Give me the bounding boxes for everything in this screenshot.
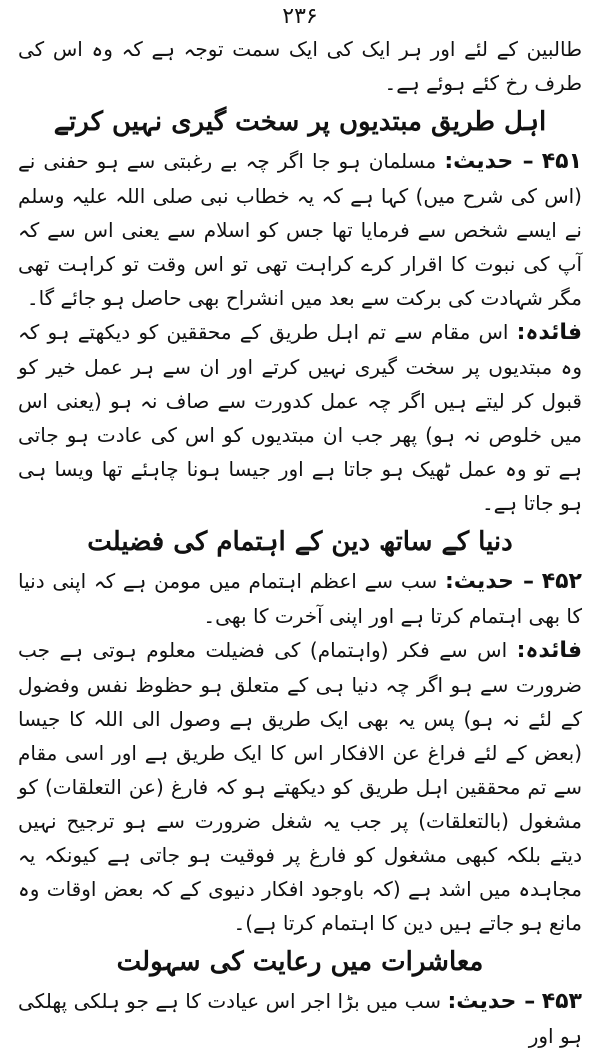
hadith-number: ۴۵۳ [541,989,582,1014]
hadith-number: ۴۵۲ [541,569,582,594]
faida-label: فائدہ: [516,638,582,663]
section-heading: اہل طریق مبتدیوں پر سخت گیری نہیں کرتے [53,107,547,137]
hadith-label-text: حدیث: [447,989,517,1014]
faida-paragraph [18,315,582,520]
faida-text: اس سے فکر (واہتمام) کی فضیلت معلوم ہوتی ہے جب ضرورت سے ہو اگر چہ دنیا ہی کے متعلق ہو حظوظ نفس وفضول کے لئے نہ ہو) پس یہ بھی ایک طریق ہے وصول الی اللہ کا جیسا (بعض کے لئے فراغ عن الافکار اس کا ایک طریق ہے اور اسی مقام سے تم محققین اہل طریق کو دیکھتے ہو کہ فارغ (عن التعلقات) کو مشغول (بالتعلقات) پر جب یہ شغل ضرورت سے ہو ترجیح نہیں دیتے بلکہ کبھی مشغول کو فارغ پر فوقیت ہو جاتی ہے کیونکہ یہ مجاہدہ میں اشد ہے (کہ باوجود افکار دنیوی کے کہ بعض اوقات وہ مانع ہو جاتے ہیں دین کا اہتمام کرتا ہے)۔ [18,638,582,935]
hadith-text: سب میں بڑا اجر اس عیادت کا ہے جو ہلکی پھلکی ہو اور [18,989,582,1048]
hadith-paragraph [18,144,582,315]
hadith-text: سب سے اعظم اہتمام میں مومن ہے کہ اپنی دنیا کا بھی اہتمام کرتا ہے اور اپنی آخرت کا بھی۔ [18,569,582,628]
section-451 [18,100,582,520]
faida-label: فائدہ: [516,320,582,345]
hadith-label-text: حدیث: [444,569,514,594]
hadith-label: – حدیث: [444,149,534,174]
hadith-paragraph [18,984,582,1053]
section-heading: معاشرات میں رعایت کی سہولت [116,947,484,977]
faida-paragraph [18,633,582,940]
section-453 [18,940,582,1053]
hadith-text: مسلمان ہو جا اگر چہ بے رغبتی سے ہو حفنی نے (اس کی شرح میں) کہا ہے کہ یہ خطاب نبی صلی اللہ علیہ وسلم نے ایسے شخص سے فرمایا تھا جس کو اسلام سے یعنی اس سے کہ آپ کی نبوت کا اقرار کرے کراہت تھی تو اس وقت تو کراہت تھی مگر شہادت کی برکت سے بعد میں انشراح بھی حاصل ہو جائے گا۔ [18,149,582,310]
hadith-label: – حدیث: [444,569,534,594]
hadith-paragraph [18,564,582,633]
section-452 [18,520,582,940]
intro-paragraph: طالبین کے لئے اور ہر ایک کی ایک سمت توجہ ہے کہ وہ اس کی طرف رخ کئے ہوئے ہے۔ [18,37,582,95]
hadith-label: – حدیث: [447,989,536,1014]
section-heading: دنیا کے ساتھ دین کے اہتمام کی فضیلت [87,527,513,557]
faida-text: اس مقام سے تم اہل طریق کے محققین کو دیکھتے ہو کہ وہ مبتدیوں پر سخت گیری نہیں کرتے اور ان سے ہر عمل خیر کو قبول کر لیتے ہیں اگر چہ عمل کدورت سے صاف نہ ہو (یعنی اس میں خلوص نہ ہو) پھر جب ان مبتدیوں کو اس کی عادت ہو جاتی ہے تو وہ عمل ٹھیک ہو جاتا ہے اور جیسا ہونا چاہئے تھا ویسا ہی ہو جاتا ہے۔ [18,320,582,515]
hadith-label-text: حدیث: [444,149,514,174]
hadith-number: ۴۵۱ [541,149,583,174]
page-number: ۲۳۶ [282,4,318,29]
